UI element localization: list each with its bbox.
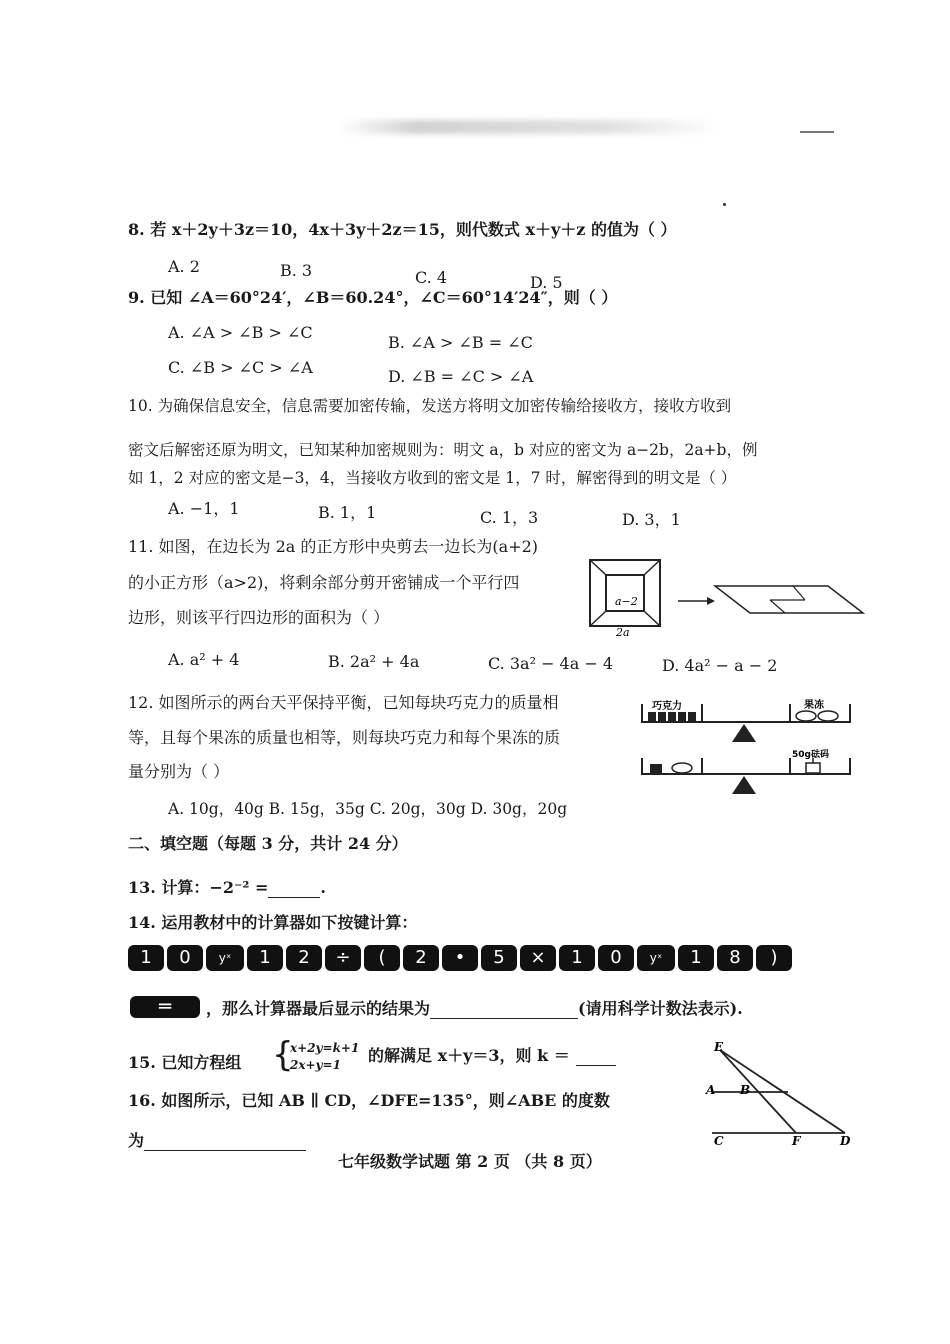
q11-fig-inner-label: a−2 bbox=[615, 595, 638, 608]
key-1: 1 bbox=[128, 945, 164, 971]
calculator-key-row bbox=[128, 945, 795, 971]
q8-option-a: A. 2 bbox=[168, 257, 200, 276]
q10-line2: 密文后解密还原为明文，已知某种加密规则为：明文 a，b 对应的密文为 a−2b，2a+b，例 bbox=[128, 441, 758, 459]
q10-option-a: A. −1，1 bbox=[168, 499, 240, 518]
q14-tail bbox=[206, 999, 743, 1019]
q12-options: A. 10g，40g B. 15g，35g C. 20g，30g D. 30g，20g bbox=[168, 800, 568, 818]
q11-option-c: C. 3a² − 4a − 4 bbox=[488, 654, 614, 673]
q12-line3: 量分别为（ ） bbox=[128, 762, 230, 781]
q13-end: . bbox=[320, 878, 326, 897]
q10-option-b: B. 1，1 bbox=[318, 503, 377, 522]
q14-answer-blank[interactable] bbox=[430, 1018, 578, 1019]
q10-line3: 如 1，2 对应的密文是−3，4，当接收方收到的密文是 1，7 时，解密得到的明文是（ ） bbox=[128, 469, 737, 487]
point-b-label: B bbox=[740, 1083, 751, 1097]
q9-option-c: C. ∠B > ∠C > ∠A bbox=[168, 358, 313, 377]
label-jelly: 果冻 bbox=[804, 700, 824, 711]
q11-option-b: B. 2a² + 4a bbox=[328, 652, 420, 671]
q11-line3: 边形，则该平行四边形的面积为（ ） bbox=[128, 608, 390, 627]
point-d-label: D bbox=[840, 1134, 851, 1148]
scan-shadow bbox=[340, 120, 720, 134]
key-1: 1 bbox=[678, 945, 714, 971]
q16-line2: 为 bbox=[128, 1131, 145, 1150]
q10-option-d: D. 3，1 bbox=[622, 510, 681, 529]
q11-fig-side-label: 2a bbox=[616, 626, 630, 639]
q10-line1: 10. 为确保信息安全，信息需要加密传输，发送方将明文加密传输给接收方，接收方收到 bbox=[128, 397, 732, 415]
q9-option-d: D. ∠B = ∠C > ∠A bbox=[388, 367, 534, 386]
q11-line1: 11. 如图，在边长为 2a 的正方形中央剪去一边长为(a+2) bbox=[128, 537, 539, 556]
q13-text: 13. 计算：−2⁻² = bbox=[128, 878, 269, 897]
key-equals: ═ bbox=[130, 996, 200, 1018]
q15-pre: 15. 已知方程组 bbox=[128, 1053, 242, 1072]
point-e-label: E bbox=[714, 1040, 724, 1054]
q15-eq1: x+2y=k+1 bbox=[290, 1041, 360, 1055]
key-0: 0 bbox=[598, 945, 634, 971]
label-chocolate: 巧克力 bbox=[652, 701, 682, 712]
key-open-paren: ( bbox=[364, 945, 400, 971]
point-f-label: F bbox=[792, 1134, 801, 1148]
key-5: 5 bbox=[481, 945, 517, 971]
q11-line2: 的小正方形（a>2)，将剩余部分剪开密铺成一个平行四 bbox=[128, 573, 520, 592]
q14-tail-text: ，那么计算器最后显示的结果为 bbox=[206, 999, 431, 1018]
q16-line2-wrap bbox=[128, 1131, 306, 1151]
q13-prompt bbox=[128, 878, 326, 898]
q9-option-a: A. ∠A > ∠B > ∠C bbox=[168, 323, 313, 342]
q9-stem: 9. 已知 ∠A＝60°24′，∠B＝60.24°，∠C＝60°14′24″，则（ ） bbox=[128, 288, 618, 307]
key-close-paren: ) bbox=[756, 945, 792, 971]
system-brace: { bbox=[272, 1035, 294, 1075]
label-weight: 50g砝码 bbox=[792, 750, 829, 760]
q8-option-d: D. 5 bbox=[530, 273, 563, 292]
q8-option-c: C. 4 bbox=[415, 268, 448, 287]
key-2: 2 bbox=[403, 945, 439, 971]
section2-heading: 二、填空题（每题 3 分，共计 24 分） bbox=[128, 834, 408, 853]
scan-dot bbox=[723, 203, 726, 206]
q13-answer-blank[interactable] bbox=[268, 897, 320, 898]
key-1: 1 bbox=[247, 945, 283, 971]
key-divide: ÷ bbox=[325, 945, 361, 971]
scan-mark bbox=[800, 131, 834, 133]
q14-prompt: 14. 运用教材中的计算器如下按键计算： bbox=[128, 913, 418, 932]
balance-figure bbox=[640, 692, 855, 802]
key-1: 1 bbox=[559, 945, 595, 971]
q10-option-c: C. 1，3 bbox=[480, 508, 539, 527]
q8-stem: 8. 若 x＋2y＋3z＝10，4x＋3y＋2z＝15，则代数式 x＋y＋z 的值为（ ） bbox=[128, 220, 677, 239]
key-power: yˣ bbox=[637, 945, 675, 971]
key-0: 0 bbox=[167, 945, 203, 971]
q8-option-b: B. 3 bbox=[280, 261, 313, 280]
key-2: 2 bbox=[286, 945, 322, 971]
key-power: yˣ bbox=[206, 945, 244, 971]
key-multiply: × bbox=[520, 945, 556, 971]
q15-post: 的解满足 x＋y＝3，则 k ＝ bbox=[368, 1046, 570, 1065]
q9-option-b: B. ∠A > ∠B = ∠C bbox=[388, 333, 533, 352]
q12-line1: 12. 如图所示的两台天平保持平衡，已知每块巧克力的质量相 bbox=[128, 693, 559, 712]
q16-line1: 16. 如图所示，已知 AB ∥ CD，∠DFE=135°，则∠ABE 的度数 bbox=[128, 1091, 610, 1110]
q16-answer-blank[interactable] bbox=[144, 1150, 306, 1151]
q15-post-line bbox=[368, 1046, 616, 1066]
q12-line2: 等，且每个果冻的质量也相等，则每块巧克力和每个果冻的质 bbox=[128, 728, 561, 747]
key-8: 8 bbox=[717, 945, 753, 971]
point-a-label: A bbox=[706, 1083, 716, 1097]
q14-tail2: (请用科学计数法表示). bbox=[578, 999, 743, 1018]
q15-eq2: 2x+y=1 bbox=[290, 1058, 341, 1072]
q11-figure bbox=[585, 555, 865, 640]
q15-answer-blank[interactable] bbox=[576, 1065, 616, 1066]
page-footer: 七年级数学试题 第 2 页 （共 8 页） bbox=[338, 1152, 602, 1171]
q16-figure bbox=[700, 1040, 860, 1150]
q11-option-a: A. a² + 4 bbox=[168, 650, 240, 669]
point-c-label: C bbox=[714, 1134, 724, 1148]
key-decimal-point: • bbox=[442, 945, 478, 971]
q11-option-d: D. 4a² − a − 2 bbox=[662, 656, 778, 675]
